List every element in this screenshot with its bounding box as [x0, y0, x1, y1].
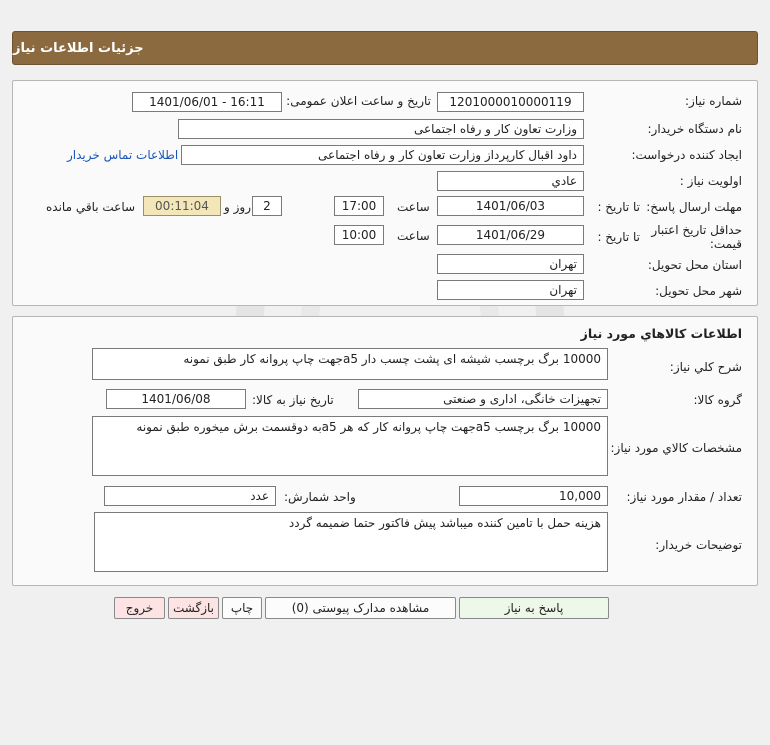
- reply-date-field: 1401/06/03: [437, 196, 584, 216]
- summary-label: شرح کلي نياز:: [669, 360, 742, 374]
- price-validity-label-line1: حداقل تاریخ اعتبار: [651, 223, 742, 237]
- price-validity-label-line2: قیمت:: [709, 237, 742, 251]
- unit-field: عدد: [104, 486, 276, 506]
- page-title: جزئیات اطلاعات نیاز: [13, 40, 144, 56]
- buyer-contact-link[interactable]: اطلاعات تماس خریدار: [67, 148, 179, 162]
- remaining-time-label: ساعت باقي مانده: [46, 200, 136, 214]
- need-date-field: 1401/06/08: [106, 389, 246, 409]
- requester-label: ایجاد کننده درخواست:: [631, 148, 742, 162]
- goods-group-field: تجهیزات خانگی، اداری و صنعتی: [358, 389, 608, 409]
- need-date-label: تاریخ نیاز به کالا:: [252, 393, 334, 407]
- buyer-notes-label: توضیحات خریدار:: [655, 538, 742, 552]
- announce-datetime-label: تاریخ و ساعت اعلان عمومی:: [286, 94, 431, 108]
- reply-to-need-button[interactable]: پاسخ به نیاز: [459, 597, 609, 619]
- remaining-days-field: 2: [252, 196, 282, 216]
- buyer-notes-field: هزینه حمل با تامین کننده میباشد پیش فاکتور حتما ضمیمه گردد: [94, 512, 608, 572]
- page-title-bar: [12, 31, 758, 65]
- need-info-panel: [12, 80, 758, 306]
- priority-field: عادي: [437, 171, 584, 191]
- delivery-city-label: شهر محل تحویل:: [655, 284, 742, 298]
- delivery-city-field: تهران: [437, 280, 584, 300]
- announce-datetime-field: 1401/06/01 - 16:11: [132, 92, 282, 112]
- days-label: روز و: [224, 200, 251, 214]
- summary-field: 10000 برگ برچسب شیشه ای پشت چسب دار a5جهت چاپ پروانه کار طبق نمونه: [92, 348, 608, 380]
- validity-time-field: 10:00: [334, 225, 384, 245]
- goods-section-title: اطلاعات کالاهاي مورد نياز: [580, 326, 742, 341]
- unit-label: واحد شمارش:: [284, 490, 356, 504]
- quantity-label: تعداد / مقدار مورد نیاز:: [626, 490, 742, 504]
- spec-field: 10000 برگ برچسب a5جهت چاپ پروانه کار که هر a5به دوقسمت برش میخوره طبق نمونه: [92, 416, 608, 476]
- delivery-province-field: تهران: [437, 254, 584, 274]
- priority-label: اولویت نیاز :: [679, 174, 742, 188]
- buyer-org-field: وزارت تعاون کار و رفاه اجتماعی: [178, 119, 584, 139]
- validity-to-date-label: تا تاریخ :: [597, 230, 640, 244]
- validity-date-field: 1401/06/29: [437, 225, 584, 245]
- spec-label: مشخصات کالاي مورد نياز:: [610, 441, 742, 455]
- validity-time-label: ساعت: [397, 229, 430, 243]
- reply-time-field: 17:00: [334, 196, 384, 216]
- delivery-province-label: استان محل تحویل:: [647, 258, 742, 272]
- view-attachments-button[interactable]: مشاهده مدارک پیوستی (0): [265, 597, 456, 619]
- back-button[interactable]: بازگشت: [168, 597, 219, 619]
- goods-group-label: گروه کالا:: [693, 393, 742, 407]
- requester-field: داود اقبال کارپرداز وزارت تعاون کار و رفاه اجتماعی: [181, 145, 584, 165]
- reply-to-date-label: تا تاریخ :: [597, 200, 640, 214]
- remaining-time-field: 00:11:04: [143, 196, 221, 216]
- print-button[interactable]: چاپ: [222, 597, 262, 619]
- need-number-label: شماره نیاز:: [685, 94, 742, 108]
- quantity-field: 10,000: [459, 486, 608, 506]
- need-number-field: 1201000010000119: [437, 92, 584, 112]
- buyer-org-label: نام دستگاه خریدار:: [647, 122, 742, 136]
- exit-button[interactable]: خروج: [114, 597, 165, 619]
- reply-deadline-label: مهلت ارسال پاسخ:: [646, 200, 742, 214]
- reply-time-label: ساعت: [397, 200, 430, 214]
